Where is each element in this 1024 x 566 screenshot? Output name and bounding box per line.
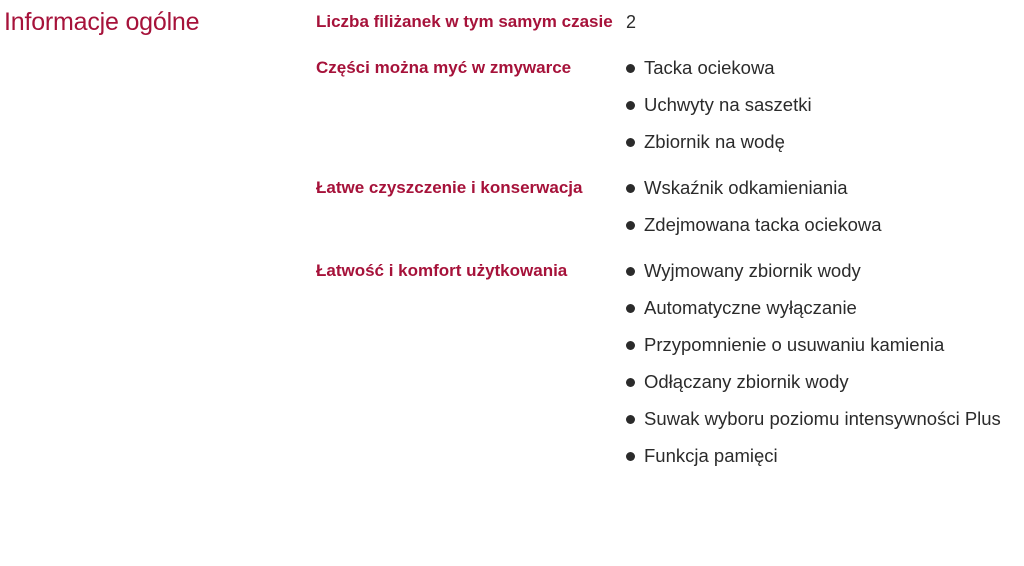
spec-row-cleaning <box>316 174 1024 239</box>
spec-label-dishwasher-parts: Części można myć w zmywarce <box>316 58 572 77</box>
list-item <box>626 442 1001 470</box>
list-item <box>626 128 812 156</box>
list-item-text: Przypomnienie o usuwaniu kamienia <box>644 334 945 355</box>
list-item-text: Zdejmowana tacka ociekowa <box>644 214 882 235</box>
bullet-icon <box>626 341 635 350</box>
bullet-icon <box>626 304 635 313</box>
list-item <box>626 54 812 82</box>
spec-label-cleaning: Łatwe czyszczenie i konserwacja <box>316 178 583 197</box>
list-item-text: Tacka ociekowa <box>644 57 775 78</box>
bullet-icon <box>626 101 635 110</box>
list-item-text: Uchwyty na saszetki <box>644 94 812 115</box>
bullet-icon <box>626 452 635 461</box>
list-item <box>626 405 1001 433</box>
list-item <box>626 331 1001 359</box>
bullet-icon <box>626 221 635 230</box>
bullet-icon <box>626 138 635 147</box>
spec-value-cups: 2 <box>626 12 637 32</box>
spec-bullets-cleaning <box>626 174 882 239</box>
list-item <box>626 368 1001 396</box>
list-item <box>626 211 882 239</box>
list-item-text: Automatyczne wyłączanie <box>644 297 857 318</box>
bullet-icon <box>626 184 635 193</box>
bullet-icon <box>626 378 635 387</box>
list-item <box>626 257 1001 285</box>
list-item-text: Wskaźnik odkamieniania <box>644 177 848 198</box>
list-item <box>626 294 1001 322</box>
list-item-text: Wyjmowany zbiornik wody <box>644 260 861 281</box>
spec-bullets-dishwasher-parts <box>626 54 812 156</box>
list-item-text: Odłączany zbiornik wody <box>644 371 849 392</box>
bullet-icon <box>626 415 635 424</box>
list-item <box>626 174 882 202</box>
spec-row-cups <box>316 8 1024 36</box>
spec-row-dishwasher-parts <box>316 54 1024 156</box>
spec-label-cups: Liczba filiżanek w tym samym czasie <box>316 12 613 31</box>
list-item <box>626 91 812 119</box>
bullet-icon <box>626 267 635 276</box>
list-item-text: Zbiornik na wodę <box>644 131 785 152</box>
list-item-text: Suwak wyboru poziomu intensywności Plus <box>644 408 1001 429</box>
spec-bullets-usability <box>626 257 1001 470</box>
spec-list <box>316 8 1024 470</box>
bullet-icon <box>626 64 635 73</box>
list-item-text: Funkcja pamięci <box>644 445 778 466</box>
spec-row-usability <box>316 257 1024 470</box>
section-title: Informacje ogólne <box>4 8 200 36</box>
spec-label-usability: Łatwość i komfort użytkowania <box>316 261 568 280</box>
